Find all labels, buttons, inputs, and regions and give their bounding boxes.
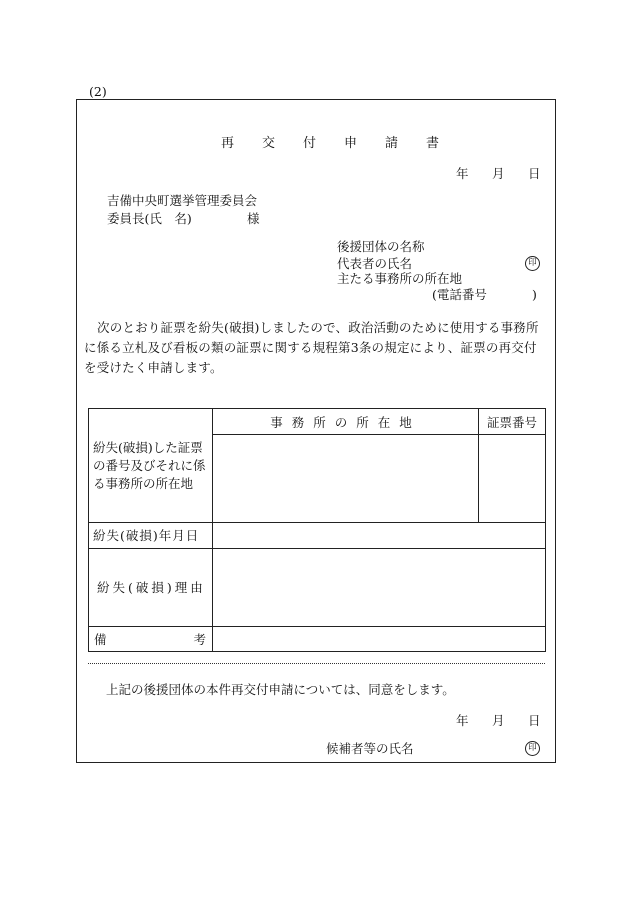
header-cert-number: 証票番号 xyxy=(479,409,546,435)
remarks-label xyxy=(89,627,213,652)
cert-number-cell[interactable] xyxy=(479,435,546,523)
seal-mark-representative: 印 xyxy=(525,256,540,271)
phone-close: ) xyxy=(532,287,537,302)
office-address-label: 主たる事務所の所在地 xyxy=(337,271,463,286)
consent-day-label: 日 xyxy=(528,713,541,728)
dotted-separator xyxy=(88,663,545,664)
office-address-cell[interactable] xyxy=(213,435,479,523)
candidate-name-label: 候補者等の氏名 xyxy=(326,741,414,756)
lost-certificate-table xyxy=(88,408,546,652)
addressee-honorific: 様 xyxy=(247,211,260,226)
date-year-label: 年 xyxy=(456,166,469,181)
reason-cell[interactable] xyxy=(213,549,546,627)
consent-month-label: 月 xyxy=(492,713,505,728)
remarks-cell[interactable] xyxy=(213,627,546,652)
header-office-address: 事務所の所在地 xyxy=(213,409,479,435)
date-month-label: 月 xyxy=(492,166,505,181)
seal-mark-candidate: 印 xyxy=(525,741,540,756)
remarks-label-left: 備 xyxy=(94,632,107,647)
form-title: 再交付申請書 xyxy=(221,136,468,151)
consent-text: 上記の後援団体の本件再交付申請については、同意をします。 xyxy=(106,682,455,697)
lost-cert-label: 紛失(破損)した証票の番号及びそれに係る事務所の所在地 xyxy=(89,409,213,523)
consent-year-label: 年 xyxy=(456,713,469,728)
phone-label: (電話番号 xyxy=(432,287,487,302)
representative-label: 代表者の氏名 xyxy=(337,256,413,271)
lost-date-cell[interactable] xyxy=(213,523,546,549)
page-number: (2) xyxy=(89,84,107,99)
lost-date-label: 紛失(破損)年月日 xyxy=(89,523,213,549)
addressee-committee: 吉備中央町選挙管理委員会 xyxy=(107,193,258,208)
date-day-label: 日 xyxy=(528,166,541,181)
group-name-label: 後援団体の名称 xyxy=(337,239,425,254)
addressee-chair: 委員長(氏 名) xyxy=(107,211,192,226)
application-body-text: 次のとおり証票を紛失(破損)しましたので、政治活動のために使用する事務所に係る立札及び看板の類の証票に関する規程第3条の規定により、証票の再交付を受けたく申請します。 xyxy=(84,320,539,375)
remarks-label-right: 考 xyxy=(193,632,206,647)
reason-label: 紛失(破損)理由 xyxy=(89,549,213,627)
